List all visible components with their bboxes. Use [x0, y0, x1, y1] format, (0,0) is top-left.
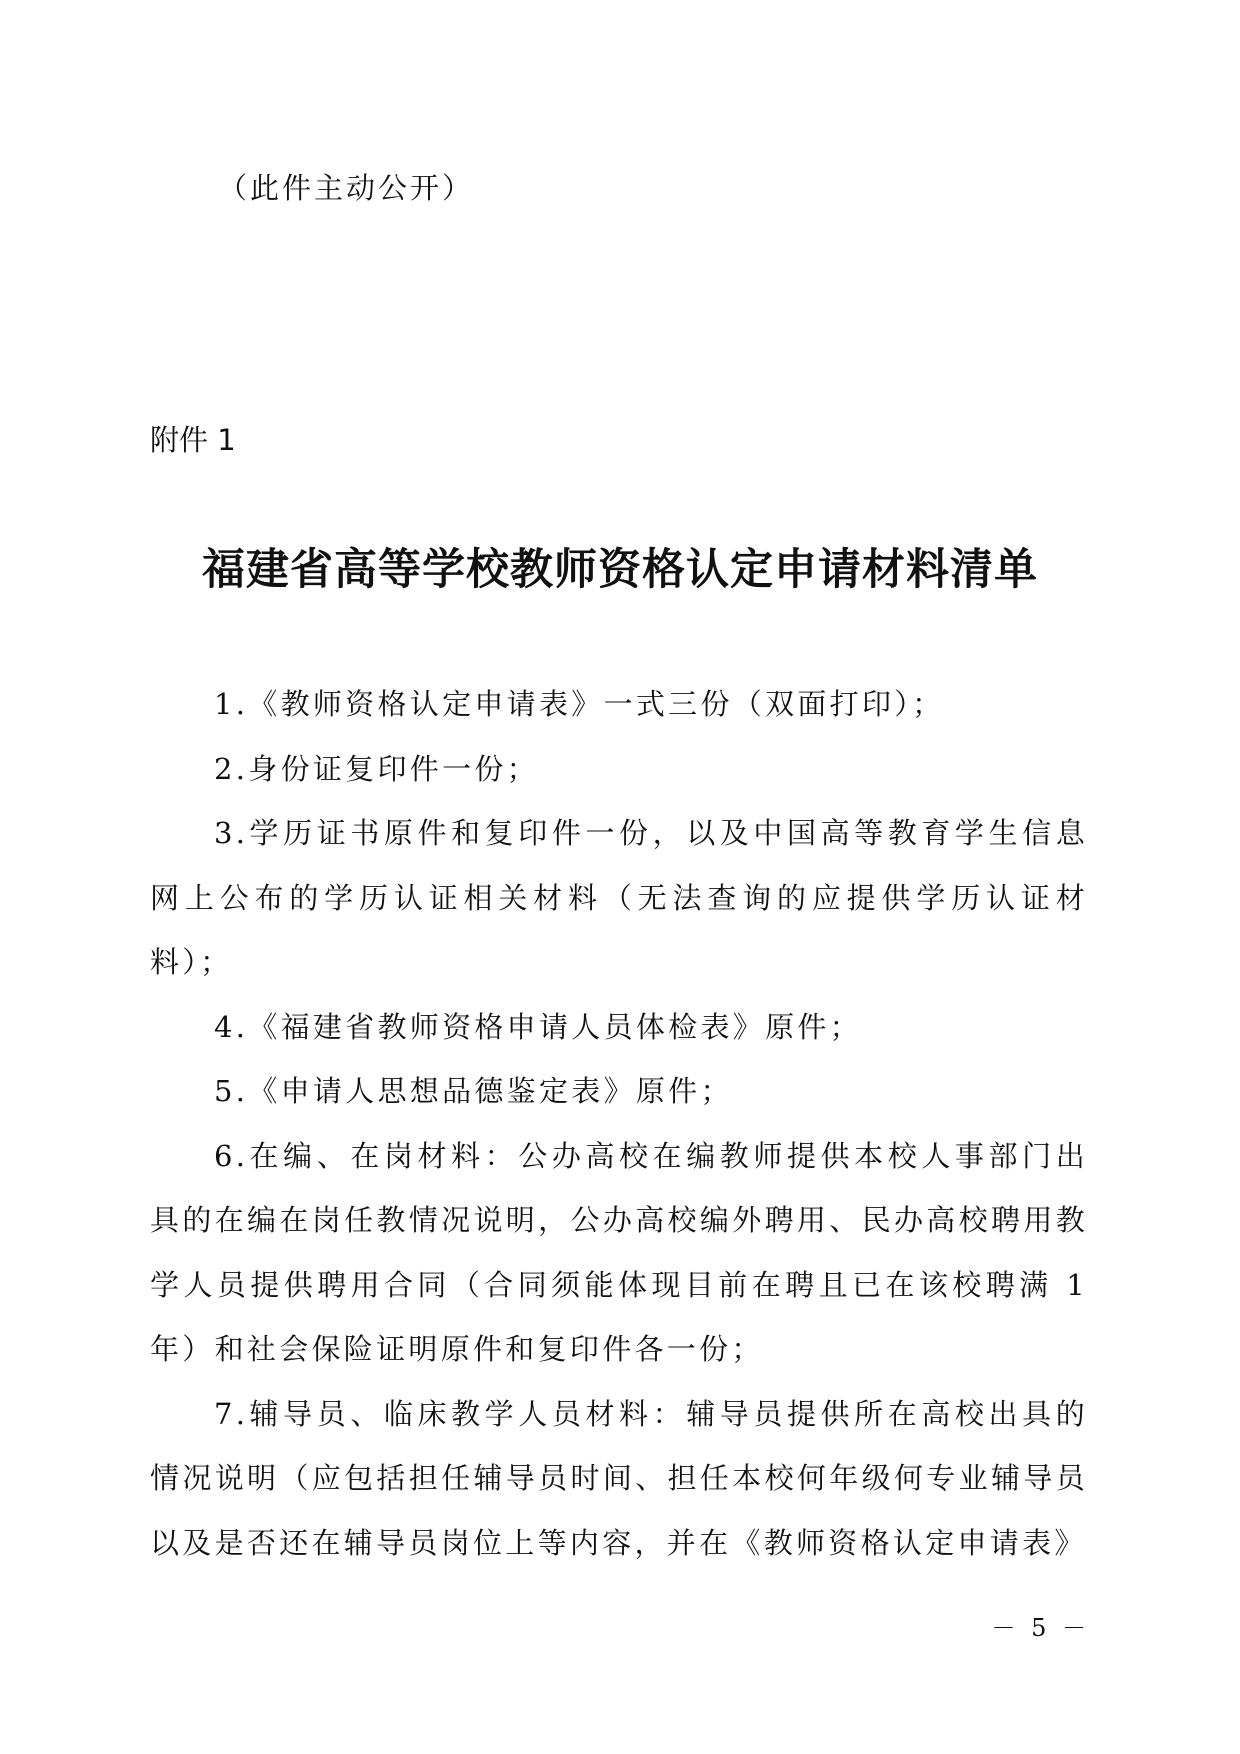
attachment-label: 附件 1 [150, 423, 236, 457]
list-item: 1.《教师资格认定申请表》一式三份（双面打印）； [214, 687, 945, 721]
list-item: 7.辅导员、临床教学人员材料：辅导员提供所在高校出具的情况说明（应包括担任辅导员时间、担任本校何年级何专业辅导员以及是否还在辅导员岗位上等内容，并在《教师资格认定申请表》 [150, 1396, 1088, 1560]
list-item: 2.身份证复印件一份； [214, 751, 539, 786]
list-item: 3.学历证书原件和复印件一份，以及中国高等教育学生信息网上公布的学历认证相关材料（无法查询的应提供学历认证材料）； [150, 816, 1088, 979]
materials-list [150, 672, 1088, 1575]
public-disclosure-note: （此件主动公开） [218, 171, 475, 205]
page-number: － 5 － [991, 1614, 1090, 1642]
document-title: 福建省高等学校教师资格认定申请材料清单 [202, 545, 1038, 595]
list-item: 6.在编、在岗材料：公办高校在编教师提供本校人事部门出具的在编在岗任教情况说明，公办高校编外聘用、民办高校聘用教学人员提供聘用合同（合同须能体现目前在聘且已在该校聘满 1 年）和社会保险证明原件和复印件各一份； [150, 1138, 1088, 1366]
list-item: 4.《福建省教师资格申请人员体检表》原件； [214, 1009, 862, 1044]
list-item: 5.《申请人思想品德鉴定表》原件； [214, 1074, 733, 1108]
